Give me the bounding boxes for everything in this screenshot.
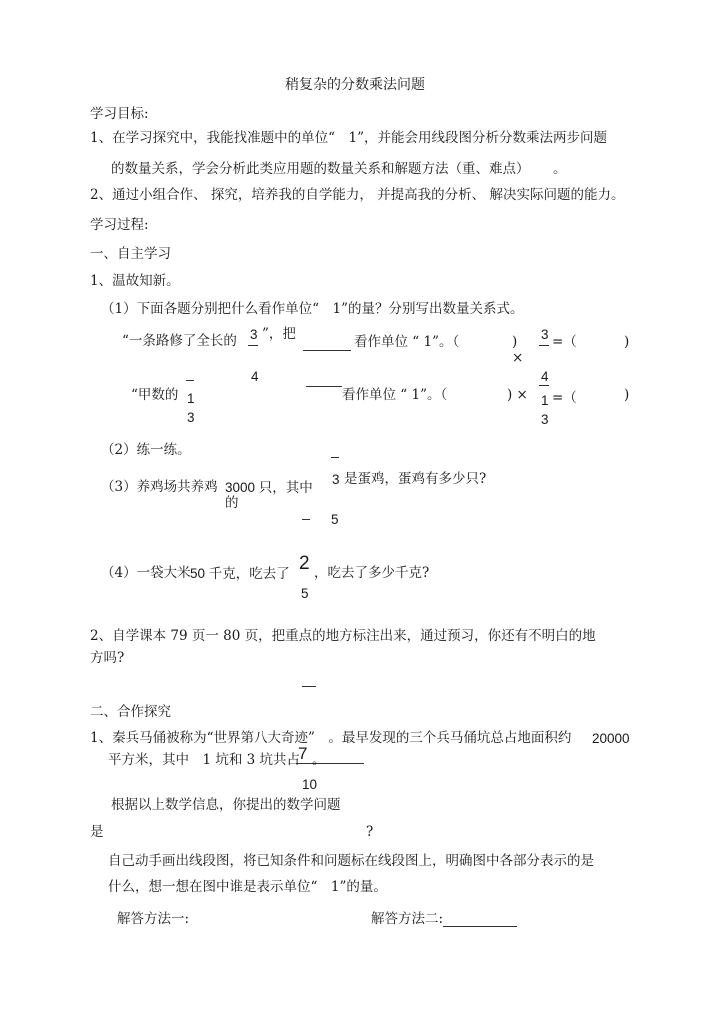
question-3-de: 的 xyxy=(225,495,239,511)
example-1-fraction-numerator: 3 xyxy=(250,327,258,342)
question-4-prefix: （4）一袋大米 xyxy=(101,565,191,581)
example-2-fraction-denominator: 3 xyxy=(187,410,195,425)
problem-1-end: 。 xyxy=(312,752,326,768)
question-1-prompt: （1）下面各题分别把什么看作单位“ 1”的量？分别写出数量关系式。 xyxy=(101,301,524,317)
review-heading: 1、温故知新。 xyxy=(90,273,180,289)
question-3-fraction-bar-lower xyxy=(302,519,310,520)
goal-2: 2、通过小组合作、 探究，培养我的自学能力， 并提高我的分析、 解决实际问题的能力。 xyxy=(90,187,625,203)
section-1-heading: 一、自主学习 xyxy=(90,246,171,262)
self-study-line-2: 方吗? xyxy=(90,650,125,666)
example-1-mid: ”，把 xyxy=(262,326,296,342)
problem-1-fraction-numerator: 7 xyxy=(298,744,308,763)
method-1-label: 解答方法一: xyxy=(117,911,190,927)
example-1-rhs-denominator: 4 xyxy=(541,369,549,384)
example-1-equals: =（ xyxy=(552,334,577,350)
example-2-close-times: ) × xyxy=(507,387,528,403)
process-heading: 学习过程: xyxy=(90,217,149,233)
example-2-fraction-numerator: 1 xyxy=(187,391,195,406)
question-4-post: ，吃去了多少千克? xyxy=(314,565,430,581)
example-2-rhs-bar xyxy=(539,385,549,386)
draw-instruction-line-1: 自己动手画出线段图，将已知条件和问题标在线段图上，明确图中各部分表示的是 xyxy=(108,853,594,869)
ask-question-mark: ? xyxy=(366,824,374,840)
example-1-close-paren: ) xyxy=(512,334,518,350)
problem-1-line-2: 平方米，其中 1 坑和 3 坑共占 xyxy=(108,752,301,768)
question-3-number: 3000 只，其中 xyxy=(225,480,313,495)
question-3-fraction-bar xyxy=(331,457,339,458)
question-3-fraction-numerator: 3 xyxy=(332,472,340,487)
example-1-rhs-close: ) xyxy=(624,334,630,350)
problem-1-fraction-bar xyxy=(296,763,364,764)
method-2-blank xyxy=(443,926,517,927)
problem-1-fraction-denominator: 10 xyxy=(302,777,318,792)
self-study-line-1: 2、自学课本 79 页一 80 页，把重点的地方标注出来，通过预习，你还有不明白的地 xyxy=(90,628,596,644)
goal-1-line-2: 的数量关系，学会分析此类应用题的数量关系和解题方法（重、难点） xyxy=(111,161,530,177)
problem-1-area: 20000 xyxy=(592,731,630,746)
goals-heading: 学习目标: xyxy=(90,106,149,122)
example-1-blank xyxy=(303,350,351,351)
question-3-fraction-denominator: 5 xyxy=(331,512,339,527)
example-2-rhs-close: ) xyxy=(624,387,630,403)
problem-1-line-1: 1、秦兵马俑被称为“世界第八大奇迹” 。最早发现的三个兵马俑坑总占地面积约 xyxy=(90,730,572,746)
example-2-prefix: “甲数的 xyxy=(131,387,179,403)
ask-question-line-2: 是 xyxy=(90,824,104,840)
example-2-rhs-denominator: 3 xyxy=(541,412,549,427)
question-4-fraction-numerator: 2 xyxy=(299,553,310,574)
goal-1-end: 。 xyxy=(553,161,567,177)
method-2-label: 解答方法二: xyxy=(371,911,444,927)
question-3-prefix: （3）养鸡场共养鸡 xyxy=(101,479,218,495)
example-1-rhs-numerator: 3 xyxy=(541,327,549,342)
example-2-fraction-bar xyxy=(186,380,194,381)
example-1-prefix: “一条路修了全长的 xyxy=(122,333,237,349)
example-1-rhs-bar xyxy=(539,345,549,346)
example-2-unit-text: 看作单位 “ 1”。（ xyxy=(342,387,448,403)
self-study-dash xyxy=(302,686,316,687)
example-2-rhs-numerator: 1 xyxy=(541,393,549,408)
ask-question-line-1: 根据以上数学信息，你提出的数学问题 xyxy=(111,797,341,813)
example-2-blank xyxy=(306,386,342,387)
question-4-amount: 50 千克，吃去了 xyxy=(190,566,290,581)
draw-instruction-line-2: 什么，想一想在图中谁是表示单位“ 1”的量。 xyxy=(108,879,387,895)
example-1-fraction-denominator: 4 xyxy=(251,369,259,384)
section-2-heading: 二、合作探究 xyxy=(90,704,171,720)
question-2: （2）练一练。 xyxy=(101,442,191,458)
example-1-times: × xyxy=(512,350,524,366)
example-1-fraction-bar xyxy=(248,345,258,346)
example-2-equals: =（ xyxy=(552,390,577,406)
question-3-post: 是蛋鸡，蛋鸡有多少只? xyxy=(344,471,487,487)
example-1-unit-text: 看作单位 “ 1”。（ xyxy=(354,334,460,350)
page-title: 稍复杂的分数乘法问题 xyxy=(285,77,425,93)
goal-1-line-1: 1、在学习探究中，我能找准题中的单位“ 1”，并能会用线段图分析分数乘法两步问题 xyxy=(90,130,607,146)
question-4-fraction-denominator: 5 xyxy=(301,586,309,601)
